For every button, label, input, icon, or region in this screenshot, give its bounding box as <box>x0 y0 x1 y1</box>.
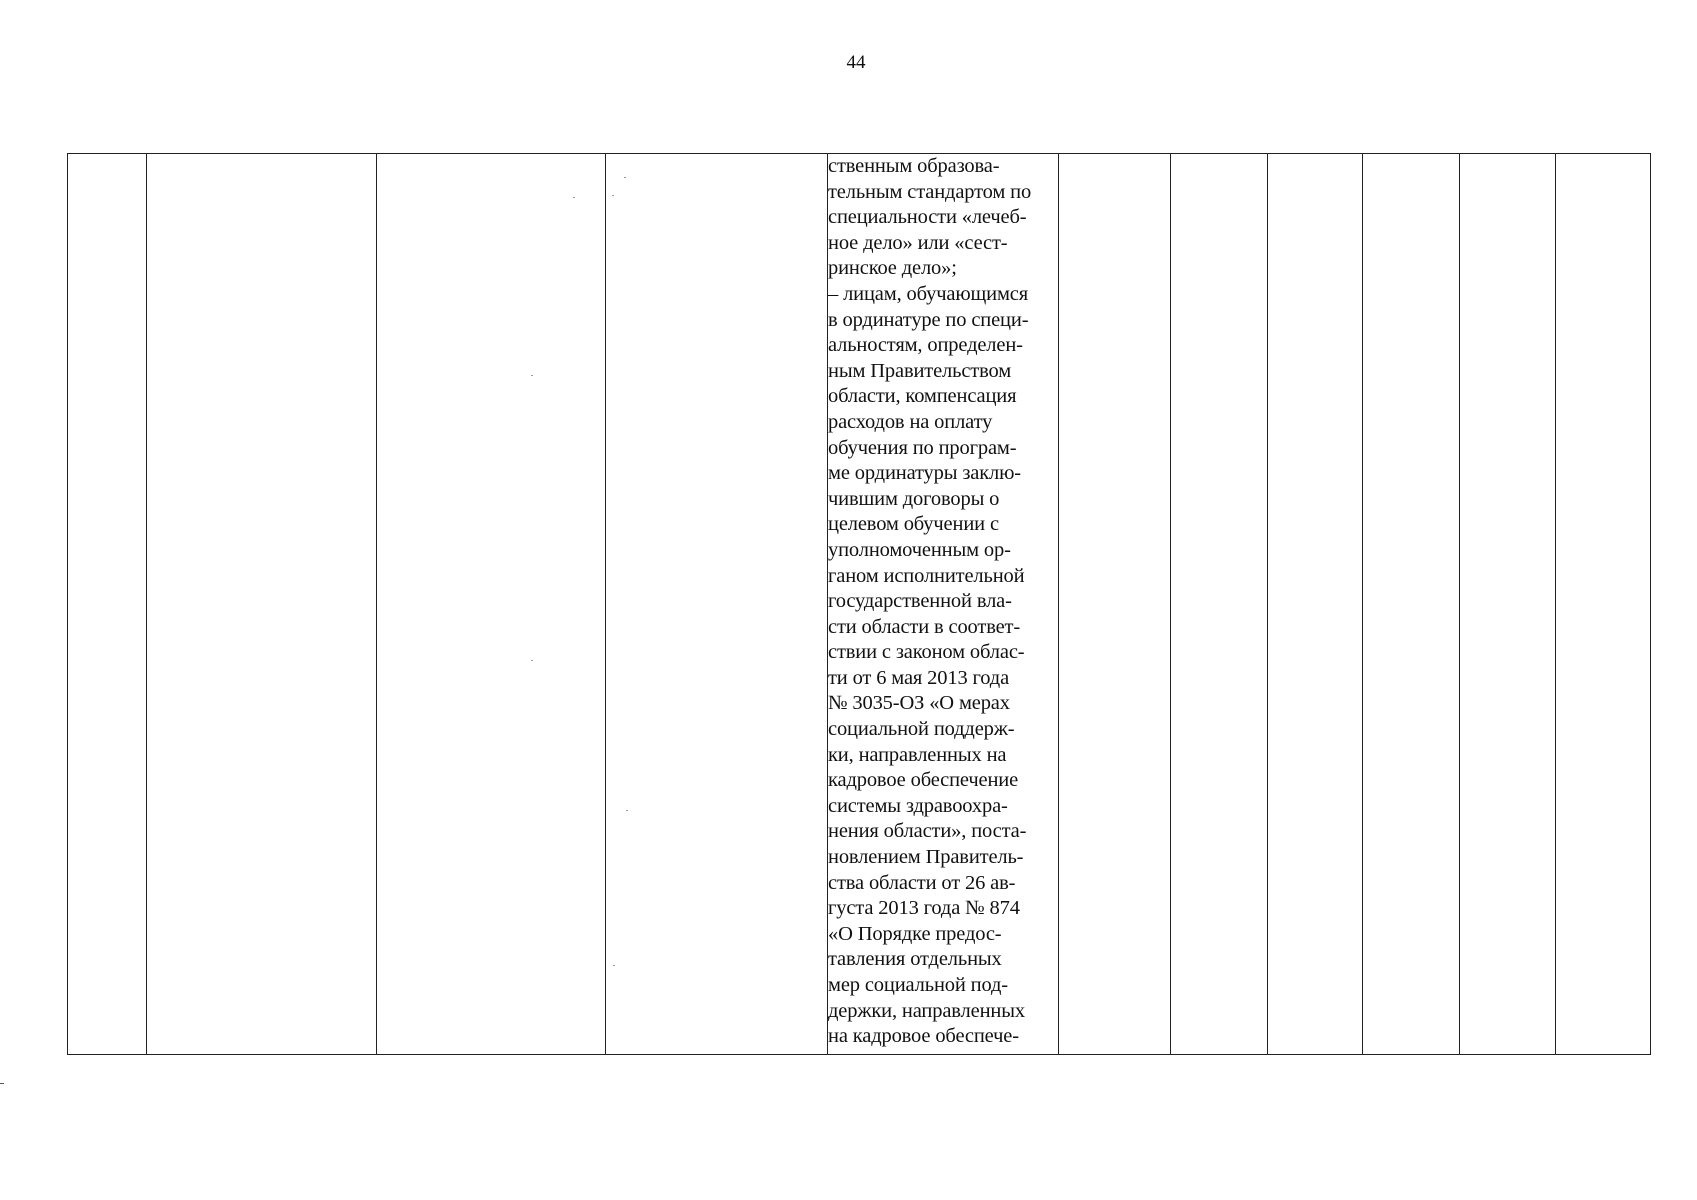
scan-speck <box>531 375 533 376</box>
table-cell-empty <box>1059 154 1171 1055</box>
cell-text-line: в ординатуре по специ- <box>828 308 1029 331</box>
cell-text-line: расходов на оплату <box>828 410 993 433</box>
table-cell-empty <box>68 154 147 1055</box>
table-cell-empty <box>1268 154 1363 1055</box>
cell-text-line: мер социальной под- <box>828 974 1008 996</box>
table-cell-text <box>828 154 1059 1055</box>
cell-text-line: чившим договоры о <box>828 487 1000 510</box>
cell-text-line: ганом исполнительной <box>828 564 1025 587</box>
table-cell-empty <box>1556 154 1651 1055</box>
cell-text-line: № 3035-ОЗ «О мерах <box>828 692 1010 715</box>
scan-speck <box>624 177 626 178</box>
cell-text-line: нения области», поста- <box>828 820 1027 843</box>
scan-speck <box>612 195 614 196</box>
cell-text-line: ное дело» или «сест- <box>828 231 1008 254</box>
table-cell-empty <box>1363 154 1460 1055</box>
cell-text-line: альностям, определен- <box>828 334 1023 357</box>
scan-speck <box>626 810 628 811</box>
cell-text-line: сти области в соответ- <box>828 615 1021 638</box>
cell-text-line: социальной поддерж- <box>828 718 1015 741</box>
cell-text-line: ствии с законом облас- <box>828 641 1025 664</box>
cell-text-line: на кадровое обеспече- <box>828 1025 1019 1048</box>
cell-text-line: государственной вла- <box>828 590 1012 613</box>
cell-text-line: ным Правительством <box>828 359 1012 382</box>
cell-text-line: ринское дело»; <box>828 257 957 280</box>
cell-text-line: кадровое обеспечение <box>828 769 1019 792</box>
cell-text-line: тавления отдельных <box>828 948 1002 971</box>
cell-text-line: ственным образова- <box>828 155 1000 177</box>
cell-text-line: новлением Правитель- <box>828 846 1024 869</box>
table-cell-empty <box>147 154 377 1055</box>
scan-edge-mark <box>0 1083 4 1084</box>
cell-text-line: специальности «лечеб- <box>828 206 1027 229</box>
cell-text-line: тельным стандартом по <box>828 180 1032 203</box>
cell-text-line: уполномоченным ор- <box>828 538 1011 561</box>
cell-text-line: густа 2013 года № 874 <box>828 897 1020 920</box>
table-cell-empty <box>606 154 828 1055</box>
page-number: 44 <box>846 52 866 73</box>
cell-text-line: ства области от 26 ав- <box>828 871 1016 894</box>
table-cell-empty <box>377 154 606 1055</box>
document-table <box>67 153 1651 1055</box>
cell-text-line: держки, направленных <box>828 999 1025 1022</box>
cell-text-line: области, компенсация <box>828 385 1017 408</box>
table-cell-empty <box>1460 154 1556 1055</box>
cell-text-line: ки, направленных на <box>828 743 1007 766</box>
cell-text-line: – лицам, обучающимся <box>828 282 1028 305</box>
cell-text-line: ти от 6 мая 2013 года <box>828 666 1010 689</box>
cell-text-line: системы здравоохра- <box>828 794 1008 817</box>
scan-speck <box>613 965 615 966</box>
table-cell-empty <box>1171 154 1268 1055</box>
cell-text-line: обучения по програм- <box>828 436 1017 459</box>
cell-text-line: ме ординатуры заклю- <box>828 462 1021 485</box>
scan-speck <box>531 660 533 661</box>
cell-text-line: «О Порядке предос- <box>828 922 1002 945</box>
cell-text-line: целевом обучении с <box>828 513 999 536</box>
table-row <box>68 154 1651 1055</box>
scan-speck <box>573 197 575 198</box>
